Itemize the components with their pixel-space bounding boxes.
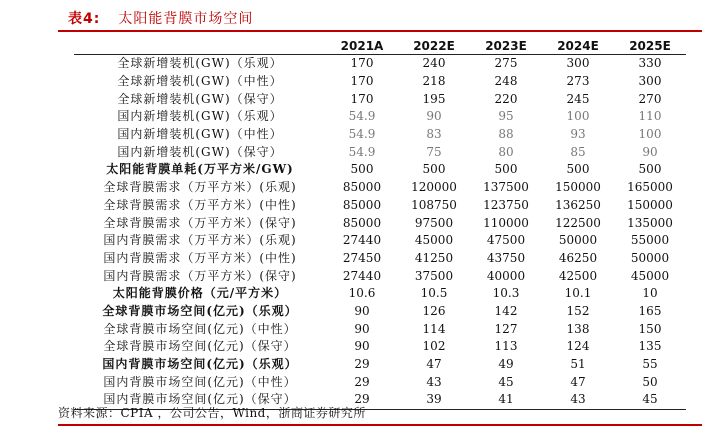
value-cell: 27440 — [342, 233, 382, 248]
table-row — [74, 179, 686, 197]
value-cell: 500 — [494, 162, 518, 177]
table-row — [74, 73, 686, 91]
table-row — [74, 356, 686, 374]
value-cell: 10.6 — [348, 286, 376, 301]
value-cell: 88 — [498, 127, 514, 142]
value-cell: 245 — [566, 91, 590, 106]
value-cell: 50000 — [558, 233, 598, 248]
row-label: 国内新增装机(GW)（保守） — [117, 144, 283, 159]
value-cell: 85000 — [342, 180, 382, 195]
table-row — [74, 320, 686, 338]
value-cell: 75 — [426, 144, 442, 159]
value-cell: 46250 — [558, 250, 598, 265]
value-cell: 54.9 — [348, 144, 376, 159]
value-cell: 47 — [426, 357, 442, 372]
row-label: 国内背膜需求（万平方米）(中性) — [103, 250, 297, 265]
table-number: 表4: — [68, 11, 101, 27]
value-cell: 27450 — [342, 250, 382, 265]
value-cell: 50 — [642, 374, 658, 389]
value-cell: 114 — [422, 321, 446, 336]
row-label: 全球背膜需求（万平方米）(乐观) — [103, 180, 297, 195]
value-cell: 330 — [638, 56, 662, 71]
value-cell: 85000 — [342, 215, 382, 230]
value-cell: 108750 — [411, 197, 457, 212]
row-label: 国内背膜市场空间(亿元)（保守） — [74, 391, 326, 409]
row-label: 全球新增装机(GW)（保守） — [117, 91, 283, 106]
value-cell: 152 — [566, 303, 590, 318]
value-cell: 110000 — [483, 215, 529, 230]
table-row — [74, 108, 686, 126]
value-cell: 29 — [354, 374, 370, 389]
value-cell: 150 — [638, 321, 662, 336]
header-cell: 2022E — [398, 37, 470, 55]
value-cell: 43 — [426, 374, 442, 389]
row-label: 国内背膜市场空间(亿元)（中性） — [103, 374, 297, 389]
table-row — [74, 232, 686, 250]
value-cell: 165 — [638, 303, 662, 318]
row-label: 国内新增装机(GW)（中性） — [117, 127, 283, 142]
value-cell: 97500 — [414, 215, 454, 230]
value-cell: 51 — [570, 357, 586, 372]
market-table — [74, 37, 686, 410]
value-cell: 10 — [642, 286, 658, 301]
table-title — [68, 8, 253, 28]
value-cell: 170 — [350, 91, 374, 106]
value-cell: 123750 — [483, 197, 529, 212]
value-cell: 270 — [638, 91, 662, 106]
value-cell: 500 — [350, 162, 374, 177]
value-cell: 275 — [494, 56, 518, 71]
value-cell: 10.3 — [492, 286, 520, 301]
row-label: 太阳能背膜单耗(万平方米/GW) — [106, 162, 294, 177]
value-cell: 500 — [638, 162, 662, 177]
value-cell: 37500 — [414, 268, 454, 283]
value-cell: 120000 — [411, 180, 457, 195]
value-cell: 49 — [498, 357, 514, 372]
value-cell: 100 — [638, 127, 662, 142]
row-label: 全球背膜市场空间(亿元)（保守） — [103, 339, 297, 354]
value-cell: 165000 — [627, 180, 673, 195]
table-row — [74, 250, 686, 268]
value-cell: 142 — [494, 303, 518, 318]
value-cell: 42500 — [558, 268, 598, 283]
value-cell: 47 — [570, 374, 586, 389]
row-label: 全球新增装机(GW)（乐观） — [117, 56, 283, 71]
table-row — [74, 285, 686, 303]
value-cell: 300 — [638, 74, 662, 89]
value-cell: 127 — [494, 321, 518, 336]
value-cell: 218 — [422, 74, 446, 89]
value-cell: 90 — [354, 339, 370, 354]
value-cell: 10.5 — [420, 286, 448, 301]
value-cell: 10.1 — [564, 286, 592, 301]
value-cell: 41 — [470, 391, 542, 409]
value-cell: 500 — [422, 162, 446, 177]
value-cell: 95 — [498, 109, 514, 124]
value-cell: 54.9 — [348, 127, 376, 142]
top-rule — [58, 30, 702, 32]
value-cell: 122500 — [555, 215, 601, 230]
value-cell: 136250 — [555, 197, 601, 212]
value-cell: 29 — [354, 357, 370, 372]
value-cell: 55000 — [630, 233, 670, 248]
table-row — [74, 303, 686, 321]
table-row — [74, 161, 686, 179]
value-cell: 90 — [642, 144, 658, 159]
value-cell: 50000 — [630, 250, 670, 265]
row-label: 全球背膜需求（万平方米）(保守) — [103, 215, 297, 230]
header-cell: 2024E — [542, 37, 614, 55]
value-cell: 113 — [494, 339, 518, 354]
value-cell: 45 — [614, 391, 686, 409]
value-cell: 90 — [354, 303, 370, 318]
value-cell: 80 — [498, 144, 514, 159]
value-cell: 39 — [398, 391, 470, 409]
value-cell: 40000 — [486, 268, 526, 283]
table-row — [74, 143, 686, 161]
table-row — [74, 126, 686, 144]
table-row — [74, 338, 686, 356]
value-cell: 29 — [326, 391, 398, 409]
value-cell: 45000 — [414, 233, 454, 248]
value-cell: 47500 — [486, 233, 526, 248]
row-label: 全球背膜需求（万平方米）(中性) — [103, 197, 297, 212]
table-row — [74, 197, 686, 215]
value-cell: 300 — [566, 56, 590, 71]
value-cell: 150000 — [627, 197, 673, 212]
value-cell: 220 — [494, 91, 518, 106]
value-cell: 248 — [494, 74, 518, 89]
value-cell: 195 — [422, 91, 446, 106]
table-row — [74, 267, 686, 285]
value-cell: 45000 — [630, 268, 670, 283]
value-cell: 43750 — [486, 250, 526, 265]
value-cell: 43 — [542, 391, 614, 409]
table-row — [74, 214, 686, 232]
bottom-rule — [58, 424, 702, 426]
table-row — [74, 373, 686, 391]
value-cell: 55 — [642, 357, 658, 372]
row-label: 国内新增装机(GW)（乐观） — [117, 109, 283, 124]
value-cell: 45 — [498, 374, 514, 389]
header-row — [74, 37, 686, 55]
value-cell: 90 — [354, 321, 370, 336]
value-cell: 170 — [350, 56, 374, 71]
header-cell: 2021A — [326, 37, 398, 55]
value-cell: 150000 — [555, 180, 601, 195]
table-row — [74, 55, 686, 73]
value-cell: 124 — [566, 339, 590, 354]
value-cell: 273 — [566, 74, 590, 89]
value-cell: 110 — [638, 109, 662, 124]
value-cell: 138 — [566, 321, 590, 336]
row-label: 国内背膜需求（万平方米）(乐观) — [103, 233, 297, 248]
value-cell: 500 — [566, 162, 590, 177]
source-note: 资料来源：CPIA ，公司公告，Wind，浙商证券研究所 — [58, 406, 366, 420]
row-label: 全球背膜市场空间(亿元)（乐观） — [102, 303, 298, 318]
value-cell: 126 — [422, 303, 446, 318]
row-label: 太阳能背膜价格（元/平方米） — [112, 286, 288, 301]
table-caption: 太阳能背膜市场空间 — [118, 11, 254, 27]
value-cell: 41250 — [414, 250, 454, 265]
value-cell: 85 — [570, 144, 586, 159]
row-label: 国内背膜市场空间(亿元)（乐观） — [102, 357, 298, 372]
value-cell: 102 — [422, 339, 446, 354]
header-cell: 2025E — [614, 37, 686, 55]
value-cell: 54.9 — [348, 109, 376, 124]
row-label: 全球新增装机(GW)（中性） — [117, 74, 283, 89]
value-cell: 170 — [350, 74, 374, 89]
table-body — [74, 55, 686, 410]
value-cell: 137500 — [483, 180, 529, 195]
value-cell: 27440 — [342, 268, 382, 283]
header-cell — [74, 37, 326, 55]
header-cell: 2023E — [470, 37, 542, 55]
row-label: 国内背膜需求（万平方米）(保守) — [103, 268, 297, 283]
value-cell: 85000 — [342, 197, 382, 212]
value-cell: 93 — [570, 127, 586, 142]
value-cell: 90 — [426, 109, 442, 124]
row-label: 全球背膜市场空间(亿元)（中性） — [103, 321, 297, 336]
value-cell: 83 — [426, 127, 442, 142]
table-row — [74, 90, 686, 108]
value-cell: 135 — [638, 339, 662, 354]
value-cell: 100 — [566, 109, 590, 124]
value-cell: 240 — [422, 56, 446, 71]
value-cell: 135000 — [627, 215, 673, 230]
